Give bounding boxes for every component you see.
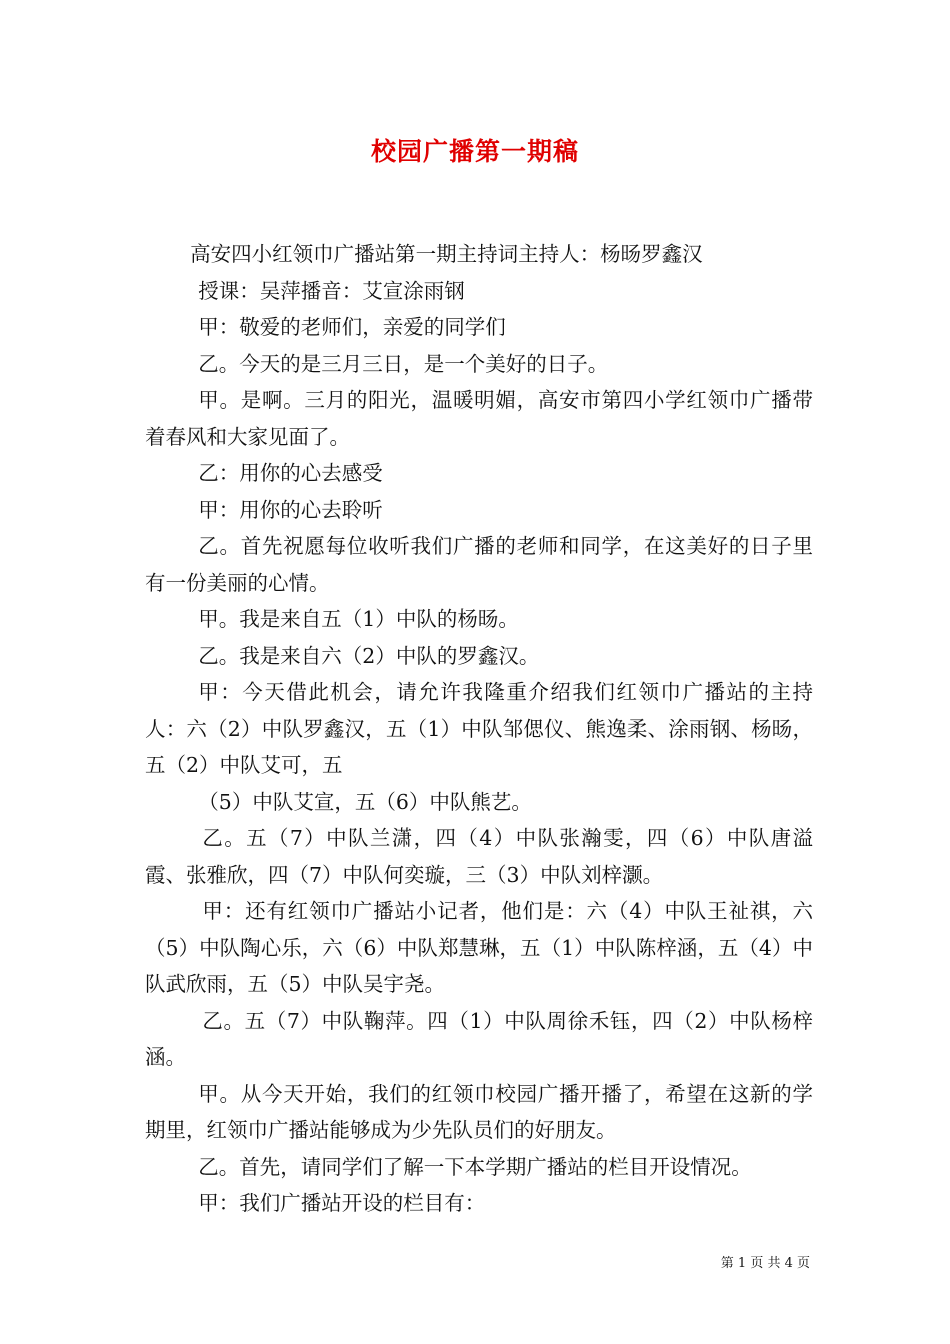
paragraph: 甲：我们广播站开设的栏目有： [198,1191,486,1215]
paragraph: 乙：用你的心去感受 [198,461,383,485]
document-title: 校园广播第一期稿 [370,137,579,166]
paragraph: 甲。我是来自五（1）中队的杨旸。 [198,607,519,631]
paragraph: 乙。首先祝愿每位收听我们广播的老师和同学，在这美好的日子里有一份美丽的心情。 [145,534,813,595]
paragraph: 甲。从今天开始，我们的红领巾校园广播开播了，希望在这新的学期里，红领巾广播站能够成为少先队员们的好朋友。 [145,1081,813,1142]
paragraph: 甲：敬爱的老师们，亲爱的同学们 [198,315,506,339]
paragraph: （5）中队艾宣，五（6）中队熊艺。 [198,789,532,814]
paragraph: 甲：用你的心去聆听 [198,497,383,522]
paragraph: 乙。今天的是三月三日，是一个美好的日子。 [198,351,609,376]
document-body [145,236,813,1222]
page-number: 第 1 页 共 4 页 [720,1256,810,1271]
paragraph: 授课：吴萍播音：艾宣涂雨钢 [198,278,465,303]
paragraph: 高安四小红领巾广播站第一期主持词主持人：杨旸罗鑫汉 [190,242,703,266]
paragraph: 甲。是啊。三月的阳光，温暖明媚，高安市第四小学红领巾广播带着春风和大家见面了。 [145,388,813,449]
paragraph: 乙。我是来自六（2）中队的罗鑫汉。 [198,643,540,668]
paragraph: 乙。五（7）中队兰潇，四（4）中队张瀚雯，四（6）中队唐溢霞、张雅欣，四（7）中队何奕璇，三（3）中队刘梓灏。 [145,826,813,887]
paragraph: 甲：今天借此机会，请允许我隆重介绍我们红领巾广播站的主持人：六（2）中队罗鑫汉，五（1）中队邹偲仪、熊逸柔、涂雨钢、杨旸，五（2）中队艾可，五 [145,680,813,777]
paragraph: 甲：还有红领巾广播站小记者，他们是：六（4）中队王祉祺，六（5）中队陶心乐，六（6）中队郑慧琳，五（1）中队陈梓涵，五（4）中队武欣雨，五（5）中队吴宇尧。 [145,899,813,996]
paragraph: 乙。五（7）中队鞠萍。四（1）中队周徐禾钰，四（2）中队杨梓涵。 [145,1008,813,1069]
paragraph: 乙。首先，请同学们了解一下本学期广播站的栏目开设情况。 [198,1154,752,1179]
